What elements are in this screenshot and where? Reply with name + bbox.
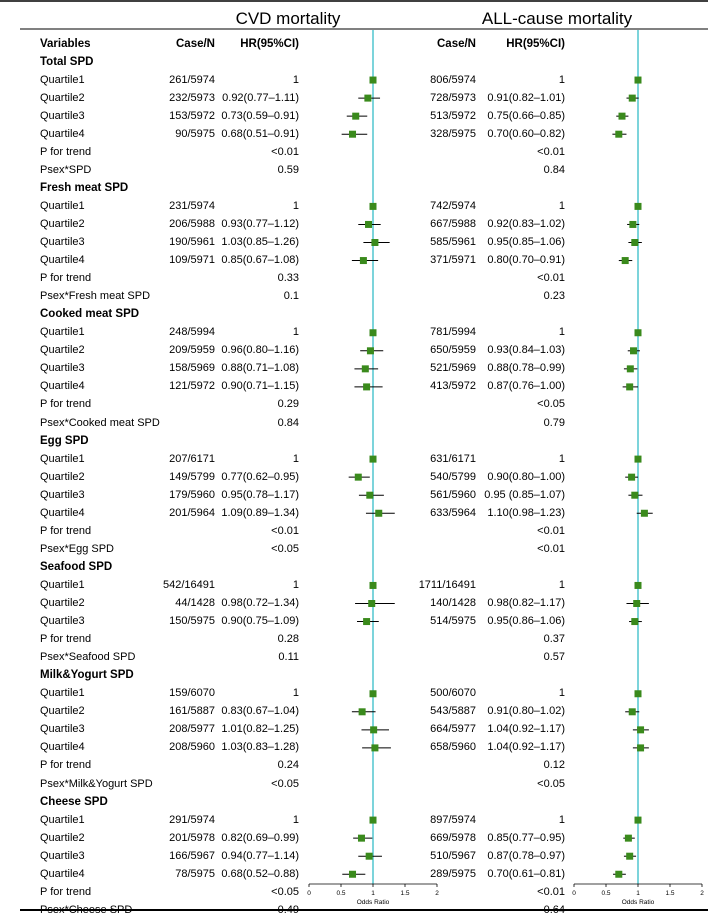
cvd-estimate-marker [370, 690, 377, 697]
all-estimate-marker [627, 365, 634, 372]
all-case-value: 633/5964 [430, 506, 476, 519]
all-hr-value: <0.01 [537, 524, 565, 537]
all-estimate-marker [635, 329, 642, 336]
cvd-case-value: 179/5960 [169, 488, 215, 501]
all-hr-value: 0.75(0.66–0.85) [487, 109, 565, 122]
row-label: Psex*Cheese SPD [40, 903, 133, 916]
all-hr-value: 0.37 [543, 633, 565, 646]
row-label: Quartile1 [40, 73, 85, 86]
all-case-value: 513/5972 [430, 109, 476, 122]
cvd-hr-value: 0.93(0.77–1.12) [221, 217, 299, 230]
cvd-hr-value: 0.84 [277, 416, 299, 429]
cvd-hr-value: 0.68(0.51–0.91) [221, 127, 299, 140]
all-hr-value: 0.70(0.60–0.82) [487, 127, 565, 140]
section-title: Seafood SPD [40, 560, 113, 573]
row-label: Quartile4 [40, 867, 85, 880]
all-hr-value: 0.84 [543, 163, 565, 176]
all-estimate-marker [635, 582, 642, 589]
all-case-value: 413/5972 [430, 380, 476, 393]
cvd-case-value: 291/5974 [169, 813, 215, 826]
cvd-panel-title: CVD mortality [235, 8, 341, 28]
all-case-value: 667/5988 [430, 217, 476, 230]
cvd-case-value: 201/5978 [169, 831, 215, 844]
cvd-case-value: 166/5967 [169, 849, 215, 862]
header-cvd-case: Case/N [176, 37, 215, 50]
row-label: Quartile2 [40, 217, 85, 230]
all-estimate-marker [626, 383, 633, 390]
cvd-hr-value: 1 [292, 687, 299, 700]
cvd-case-value: 232/5973 [169, 91, 215, 104]
all-estimate-marker [615, 871, 622, 878]
cvd-hr-value: 1 [292, 73, 299, 86]
cvd-case-value: 261/5974 [169, 73, 215, 86]
all-x-tick-label: 0.5 [601, 890, 611, 897]
all-case-value: 806/5974 [430, 73, 476, 86]
all-estimate-marker [641, 510, 648, 517]
all-hr-value: 1 [558, 452, 565, 465]
all-case-value: 1711/16491 [418, 578, 476, 591]
row-label: P for trend [40, 272, 92, 285]
cvd-estimate-marker [370, 456, 377, 463]
all-hr-value: 0.95 (0.85–1.07) [484, 488, 565, 501]
all-hr-value: 0.95(0.85–1.06) [487, 236, 565, 248]
cvd-case-value: 150/5975 [169, 615, 215, 628]
row-label: Quartile4 [40, 741, 85, 754]
all-hr-value: 0.57 [543, 651, 565, 664]
row-label: P for trend [40, 759, 92, 772]
section-title: Cheese SPD [40, 795, 108, 808]
cvd-hr-value: 0.33 [277, 272, 299, 285]
header-variables: Variables [40, 37, 91, 50]
all-case-value: 897/5974 [430, 813, 476, 826]
all-estimate-marker [629, 221, 636, 228]
all-case-value: 328/5975 [430, 127, 476, 140]
cvd-estimate-marker [364, 95, 371, 102]
all-hr-value: 0.85(0.77–0.95) [487, 831, 565, 844]
cvd-x-tick-label: 0.5 [336, 890, 346, 897]
all-estimate-marker [633, 600, 640, 607]
all-hr-value: 0.93(0.84–1.03) [487, 344, 565, 357]
cvd-hr-value: 0.29 [277, 398, 299, 411]
all-estimate-marker [637, 744, 644, 751]
row-label: Psex*Egg SPD [40, 542, 114, 555]
cvd-hr-value: 0.88(0.71–1.08) [221, 362, 299, 375]
cvd-estimate-marker [355, 474, 362, 481]
all-hr-value: 0.79 [543, 416, 565, 429]
cvd-hr-value: 0.77(0.62–0.95) [221, 470, 299, 483]
all-case-value: 728/5973 [430, 91, 476, 104]
all-hr-value: 1.04(0.92–1.17) [487, 741, 565, 754]
cvd-hr-value: 1.09(0.89–1.34) [221, 506, 299, 519]
all-case-value: 669/5978 [430, 831, 476, 844]
all-hr-value: 0.91(0.80–1.02) [487, 705, 565, 718]
all-case-value: 540/5799 [430, 470, 476, 483]
row-label: Quartile2 [40, 705, 85, 718]
all-case-value: 585/5961 [430, 236, 476, 248]
cvd-case-value: 209/5959 [169, 344, 215, 357]
cvd-case-value: 208/5977 [169, 723, 215, 736]
all-hr-value: 0.23 [543, 290, 565, 303]
all-hr-value: 0.95(0.86–1.06) [487, 615, 565, 628]
row-label: P for trend [40, 398, 92, 411]
all-hr-value: 0.90(0.80–1.00) [487, 470, 565, 483]
all-estimate-marker [631, 239, 638, 246]
cvd-case-value: 207/6171 [169, 452, 215, 465]
cvd-estimate-marker [359, 708, 366, 715]
row-label: Psex*Seafood SPD [40, 651, 136, 664]
cvd-estimate-marker [349, 131, 356, 138]
row-label: Quartile1 [40, 452, 85, 465]
all-estimate-marker [622, 257, 629, 264]
row-label: Quartile3 [40, 488, 85, 501]
all-hr-value: <0.01 [537, 542, 565, 555]
cvd-hr-value: 1.01(0.82–1.25) [221, 723, 299, 736]
cvd-x-tick-label: 0 [307, 890, 311, 897]
cvd-hr-value: <0.05 [271, 777, 299, 790]
row-label: Quartile2 [40, 470, 85, 483]
row-label: P for trend [40, 145, 92, 158]
cvd-hr-value: 0.11 [278, 651, 299, 664]
cvd-case-value: 201/5964 [169, 506, 215, 519]
cvd-case-value: 158/5969 [169, 362, 215, 375]
all-estimate-marker [619, 113, 626, 120]
cvd-hr-value: 0.59 [277, 163, 299, 176]
cvd-hr-value: 1 [292, 813, 299, 826]
cvd-x-tick-label: 1.5 [400, 890, 410, 897]
cvd-hr-value: 0.90(0.75–1.09) [221, 615, 299, 628]
all-estimate-marker [630, 347, 637, 354]
cvd-estimate-marker [371, 239, 378, 246]
all-hr-value: 0.12 [543, 759, 565, 772]
all-case-value: 371/5971 [430, 254, 476, 267]
all-estimate-marker [635, 690, 642, 697]
row-label: P for trend [40, 524, 92, 537]
header-all-case: Case/N [437, 37, 476, 50]
all-estimate-marker [635, 456, 642, 463]
cvd-case-value: 231/5974 [169, 199, 215, 212]
all-hr-value: <0.05 [537, 398, 565, 411]
row-label: Psex*SPD [40, 163, 92, 176]
row-label: Quartile3 [40, 109, 85, 122]
all-estimate-marker [625, 835, 632, 842]
all-x-tick-label: 2 [700, 890, 704, 897]
cvd-case-value: 190/5961 [169, 236, 215, 248]
section-title: Egg SPD [40, 434, 89, 447]
all-hr-value: 0.80(0.70–0.91) [487, 254, 565, 267]
row-label: P for trend [40, 633, 92, 646]
cvd-case-value: 44/1428 [175, 597, 215, 609]
all-hr-value: <0.01 [537, 145, 565, 158]
section-title: Fresh meat SPD [40, 181, 129, 194]
cvd-estimate-marker [363, 383, 370, 390]
cvd-case-value: 206/5988 [169, 217, 215, 230]
all-case-value: 500/6070 [430, 687, 476, 700]
all-case-value: 289/5975 [430, 867, 476, 880]
cvd-hr-value: <0.01 [271, 145, 299, 158]
all-hr-value: 0.87(0.76–1.00) [487, 380, 565, 393]
cvd-estimate-marker [370, 817, 377, 824]
row-label: Psex*Fresh meat SPD [40, 290, 151, 303]
row-label: Quartile2 [40, 597, 85, 609]
header-all-hr: HR(95%CI) [506, 37, 565, 50]
cvd-hr-value: 1.03(0.85–1.26) [221, 236, 299, 248]
cvd-estimate-marker [366, 492, 373, 499]
cvd-hr-value: 0.49 [277, 903, 299, 916]
all-case-value: 514/5975 [430, 615, 476, 628]
all-x-axis-label: Odds Ratio [621, 899, 655, 906]
cvd-estimate-marker [366, 853, 373, 860]
row-label: Quartile3 [40, 723, 85, 736]
section-title: Milk&Yogurt SPD [40, 669, 134, 682]
cvd-estimate-marker [371, 744, 378, 751]
all-case-value: 781/5994 [430, 326, 476, 339]
all-case-value: 631/6171 [430, 452, 476, 465]
cvd-estimate-marker [370, 582, 377, 589]
cvd-case-value: 121/5972 [169, 380, 215, 393]
cvd-estimate-marker [349, 871, 356, 878]
cvd-estimate-marker [370, 726, 377, 733]
cvd-estimate-marker [368, 600, 375, 607]
all-estimate-marker [637, 726, 644, 733]
row-label: Quartile2 [40, 344, 85, 357]
all-estimate-marker [628, 474, 635, 481]
all-hr-value: 0.91(0.82–1.01) [487, 91, 565, 104]
cvd-hr-value: 0.94(0.77–1.14) [221, 849, 299, 862]
cvd-case-value: 149/5799 [169, 470, 215, 483]
cvd-hr-value: 0.68(0.52–0.88) [221, 867, 299, 880]
all-x-tick-label: 0 [572, 890, 576, 897]
all-estimate-marker [626, 853, 633, 860]
row-label: Psex*Milk&Yogurt SPD [40, 777, 153, 790]
all-hr-value: 0.70(0.61–0.81) [487, 867, 565, 880]
all-x-tick-label: 1.5 [665, 890, 675, 897]
cvd-case-value: 159/6070 [169, 687, 215, 700]
row-label: Psex*Cooked meat SPD [40, 416, 160, 429]
all-case-value: 650/5959 [430, 344, 476, 357]
cvd-hr-value: 0.96(0.80–1.16) [221, 344, 299, 357]
all-hr-value: <0.05 [537, 777, 565, 790]
all-hr-value: <0.01 [537, 272, 565, 285]
all-hr-value: 1 [558, 326, 565, 339]
cvd-estimate-marker [367, 347, 374, 354]
cvd-hr-value: 0.90(0.71–1.15) [221, 380, 299, 393]
cvd-hr-value: 1 [292, 326, 299, 339]
all-x-tick-label: 1 [636, 890, 640, 897]
cvd-case-value: 153/5972 [169, 109, 215, 122]
row-label: Quartile1 [40, 578, 85, 591]
all-case-value: 664/5977 [430, 723, 476, 736]
cvd-estimate-marker [370, 203, 377, 210]
cvd-hr-value: 0.1 [283, 290, 299, 303]
cvd-case-value: 248/5994 [169, 326, 215, 339]
all-case-value: 658/5960 [430, 741, 476, 754]
all-case-value: 742/5974 [430, 199, 476, 212]
cvd-case-value: 78/5975 [175, 867, 215, 880]
row-label: Quartile2 [40, 831, 85, 844]
allcause-panel-title: ALL-cause mortality [481, 8, 633, 28]
all-hr-value: <0.01 [537, 885, 565, 898]
row-label: Quartile4 [40, 127, 85, 140]
cvd-hr-value: 0.98(0.72–1.34) [221, 597, 299, 609]
cvd-hr-value: 0.85(0.67–1.08) [221, 254, 299, 267]
all-estimate-marker [629, 708, 636, 715]
all-case-value: 510/5967 [430, 849, 476, 862]
row-label: Quartile4 [40, 380, 85, 393]
cvd-case-value: 161/5887 [169, 705, 215, 718]
all-hr-value: 1 [558, 578, 565, 591]
cvd-hr-value: 0.24 [277, 759, 299, 772]
cvd-estimate-marker [370, 77, 377, 84]
all-hr-value: 1.10(0.98–1.23) [487, 506, 565, 519]
cvd-hr-value: 1 [292, 199, 299, 212]
cvd-estimate-marker [360, 257, 367, 264]
cvd-hr-value: 1.03(0.83–1.28) [221, 741, 299, 754]
row-label: Quartile1 [40, 813, 85, 826]
all-case-value: 521/5969 [430, 362, 476, 375]
cvd-hr-value: <0.05 [271, 542, 299, 555]
row-label: Quartile2 [40, 91, 85, 104]
cvd-hr-value: 0.95(0.78–1.17) [221, 488, 299, 501]
all-estimate-marker [631, 492, 638, 499]
all-estimate-marker [629, 95, 636, 102]
row-label: Quartile1 [40, 326, 85, 339]
all-case-value: 561/5960 [430, 488, 476, 501]
row-label: Quartile1 [40, 687, 85, 700]
cvd-hr-value: <0.01 [271, 524, 299, 537]
all-case-value: 543/5887 [430, 705, 476, 718]
cvd-estimate-marker [375, 510, 382, 517]
cvd-estimate-marker [363, 618, 370, 625]
all-hr-value: 0.98(0.82–1.17) [487, 597, 565, 609]
row-label: Quartile4 [40, 254, 85, 267]
cvd-x-axis-label: Odds Ratio [356, 899, 390, 906]
cvd-hr-value: <0.05 [271, 885, 299, 898]
cvd-case-value: 542/16491 [163, 578, 215, 591]
all-hr-value: 1.04(0.92–1.17) [487, 723, 565, 736]
cvd-x-tick-label: 2 [435, 890, 439, 897]
all-estimate-marker [635, 817, 642, 824]
all-case-value: 140/1428 [430, 597, 476, 609]
all-hr-value: 1 [558, 73, 565, 86]
row-label: Quartile3 [40, 849, 85, 862]
all-hr-value: 0.64 [543, 903, 565, 916]
cvd-hr-value: 0.82(0.69–0.99) [221, 831, 299, 844]
all-hr-value: 1 [558, 199, 565, 212]
row-label: Quartile3 [40, 236, 85, 248]
all-estimate-marker [635, 203, 642, 210]
cvd-estimate-marker [362, 365, 369, 372]
all-estimate-marker [635, 77, 642, 84]
all-hr-value: 1 [558, 813, 565, 826]
section-title: Total SPD [40, 55, 94, 68]
cvd-hr-value: 1 [292, 578, 299, 591]
header-cvd-hr: HR(95%CI) [240, 37, 299, 50]
cvd-hr-value: 0.83(0.67–1.04) [221, 705, 299, 718]
cvd-x-tick-label: 1 [371, 890, 375, 897]
all-hr-value: 1 [558, 687, 565, 700]
all-hr-value: 0.88(0.78–0.99) [487, 362, 565, 375]
cvd-estimate-marker [358, 835, 365, 842]
cvd-hr-value: 0.28 [277, 633, 299, 646]
section-title: Cooked meat SPD [40, 308, 140, 321]
cvd-case-value: 109/5971 [169, 254, 215, 267]
cvd-case-value: 90/5975 [175, 127, 215, 140]
cvd-estimate-marker [370, 329, 377, 336]
cvd-case-value: 208/5960 [169, 741, 215, 754]
row-label: Quartile3 [40, 615, 85, 628]
all-estimate-marker [615, 131, 622, 138]
cvd-hr-value: 1 [292, 452, 299, 465]
cvd-hr-value: 0.92(0.77–1.11) [222, 91, 299, 104]
row-label: Quartile4 [40, 506, 85, 519]
row-label: P for trend [40, 885, 92, 898]
row-label: Quartile3 [40, 362, 85, 375]
cvd-hr-value: 0.73(0.59–0.91) [221, 109, 299, 122]
row-label: Quartile1 [40, 199, 85, 212]
all-estimate-marker [631, 618, 638, 625]
all-hr-value: 0.87(0.78–0.97) [487, 849, 565, 862]
cvd-estimate-marker [365, 221, 372, 228]
cvd-estimate-marker [352, 113, 359, 120]
all-hr-value: 0.92(0.83–1.02) [487, 217, 565, 230]
